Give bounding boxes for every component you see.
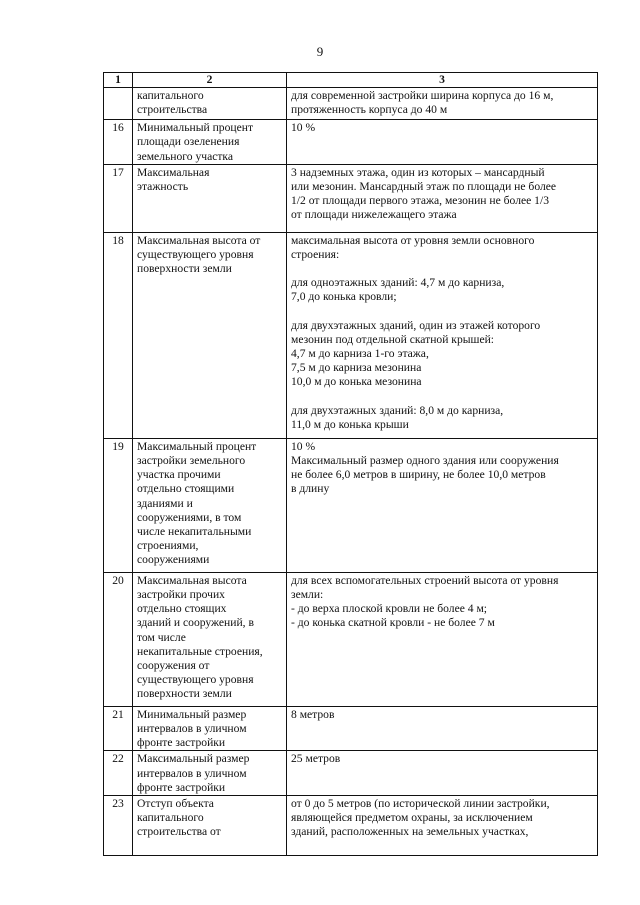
value-line: 25 метров bbox=[291, 752, 341, 766]
paragraph-gap bbox=[291, 262, 593, 276]
value-line: зданий, расположенных на земельных участках, bbox=[291, 825, 529, 839]
value-cell bbox=[287, 796, 598, 856]
criterion-line: существующего уровня bbox=[137, 248, 254, 262]
column-header-2: 2 bbox=[133, 73, 287, 88]
criterion-line: фронте застройки bbox=[137, 780, 226, 794]
value-line: не более 6,0 метров в ширину, не более 10,0 метров bbox=[291, 468, 546, 482]
value-line: 4,7 м до карниза 1-го этажа, bbox=[291, 347, 429, 361]
value-cell bbox=[287, 706, 598, 751]
value-line: строения: bbox=[291, 248, 340, 262]
criterion-line: Максимальный размер bbox=[137, 752, 250, 766]
value-line: 10 % bbox=[291, 439, 316, 453]
value-line: от площади нижележащего этажа bbox=[291, 208, 457, 222]
criterion-cell bbox=[133, 796, 287, 856]
criterion-line: интервалов в уличном bbox=[137, 766, 247, 780]
criterion-line: отдельно стоящих bbox=[137, 602, 227, 616]
criterion-line: фронте застройки bbox=[137, 736, 226, 750]
table-row bbox=[104, 120, 598, 165]
criterion-line: застройки прочих bbox=[137, 588, 225, 602]
criterion-line: застройки земельного bbox=[137, 454, 246, 468]
criterion-line: этажность bbox=[137, 180, 189, 194]
value-line: являющейся предметом охраны, за исключением bbox=[291, 811, 533, 825]
value-cell bbox=[287, 164, 598, 232]
value-line: 7,0 до конька кровли; bbox=[291, 290, 397, 304]
criterion-line: поверхности земли bbox=[137, 687, 232, 701]
criterion-line: Максимальный процент bbox=[137, 439, 257, 453]
value-line: 3 надземных этажа, один из которых – мансардный bbox=[291, 165, 545, 179]
value-cell bbox=[287, 120, 598, 165]
row-number: 16 bbox=[104, 120, 133, 165]
criterion-cell bbox=[133, 438, 287, 572]
criterion-line: земельного участка bbox=[137, 149, 234, 163]
table-row bbox=[104, 438, 598, 572]
criterion-cell bbox=[133, 751, 287, 796]
value-line: мезонин под отдельной скатной крышей: bbox=[291, 332, 495, 346]
value-line: 10,0 м до конька мезонина bbox=[291, 375, 422, 389]
table-row bbox=[104, 88, 598, 120]
criterion-cell bbox=[133, 706, 287, 751]
criterion-line: строительства bbox=[137, 103, 208, 117]
value-line: для современной застройки ширина корпуса до 16 м, bbox=[291, 89, 554, 103]
value-line: 10 % bbox=[291, 121, 316, 135]
value-line: для одноэтажных зданий: 4,7 м до карниза, bbox=[291, 276, 505, 290]
criterion-cell bbox=[133, 164, 287, 232]
criterion-line: Минимальный размер bbox=[137, 707, 247, 721]
value-cell bbox=[287, 572, 598, 706]
value-line: 1/2 от площади первого этажа, мезонин не более 1/3 bbox=[291, 194, 549, 208]
regulations-table bbox=[103, 72, 598, 856]
row-number: 21 bbox=[104, 706, 133, 751]
value-cell bbox=[287, 88, 598, 120]
value-line: Максимальный размер одного здания или сооружения bbox=[291, 454, 559, 468]
column-header-1: 1 bbox=[104, 73, 133, 88]
criterion-line: поверхности земли bbox=[137, 262, 232, 276]
value-line: протяженность корпуса до 40 м bbox=[291, 103, 448, 117]
criterion-line: капитального bbox=[137, 89, 204, 103]
value-line: - до верха плоской кровли не более 4 м; bbox=[291, 602, 488, 616]
value-cell bbox=[287, 232, 598, 438]
criterion-line: Минимальный процент bbox=[137, 121, 254, 135]
criterion-line: интервалов в уличном bbox=[137, 722, 247, 736]
criterion-line: Максимальная bbox=[137, 165, 210, 179]
value-line: для всех вспомогательных строений высота от уровня bbox=[291, 573, 559, 587]
row-number: 18 bbox=[104, 232, 133, 438]
table-row bbox=[104, 572, 598, 706]
paragraph-gap bbox=[291, 390, 593, 404]
criterion-line: зданий и сооружений, в bbox=[137, 616, 254, 630]
table-header-row bbox=[104, 73, 598, 88]
row-number: 20 bbox=[104, 572, 133, 706]
criterion-cell bbox=[133, 88, 287, 120]
criterion-line: Максимальная высота от bbox=[137, 233, 261, 247]
criterion-line: некапитальные строения, bbox=[137, 644, 263, 658]
table-row bbox=[104, 706, 598, 751]
table-row bbox=[104, 751, 598, 796]
row-number: 19 bbox=[104, 438, 133, 572]
criterion-line: капитального bbox=[137, 811, 204, 825]
criterion-line: зданиями и bbox=[137, 496, 193, 510]
column-header-3: 3 bbox=[287, 73, 598, 88]
criterion-line: Отступ объекта bbox=[137, 797, 214, 811]
criterion-line: площади озеленения bbox=[137, 135, 240, 149]
paragraph-gap bbox=[291, 305, 593, 319]
value-line: для двухэтажных зданий: 8,0 м до карниза, bbox=[291, 403, 504, 417]
value-line: 8 метров bbox=[291, 707, 335, 721]
criterion-line: строительства от bbox=[137, 825, 221, 839]
value-line: максимальная высота от уровня земли основного bbox=[291, 233, 535, 247]
criterion-line: сооружениями bbox=[137, 553, 210, 567]
value-line: 7,5 м до карниза мезонина bbox=[291, 361, 422, 375]
criterion-line: существующего уровня bbox=[137, 673, 254, 687]
row-number: 17 bbox=[104, 164, 133, 232]
criterion-line: Максимальная высота bbox=[137, 573, 247, 587]
page-number: 9 bbox=[316, 44, 324, 59]
value-line: - до конька скатной кровли - не более 7 м bbox=[291, 616, 495, 630]
table-row bbox=[104, 164, 598, 232]
table-row bbox=[104, 232, 598, 438]
criterion-line: том числе bbox=[137, 630, 186, 644]
criterion-line: строениями, bbox=[137, 539, 199, 553]
criterion-line: числе некапитальными bbox=[137, 525, 252, 539]
value-line: для двухэтажных зданий, один из этажей которого bbox=[291, 318, 541, 332]
row-number bbox=[104, 88, 133, 120]
table-row bbox=[104, 796, 598, 856]
value-line: или мезонин. Мансардный этаж по площади не более bbox=[291, 180, 557, 194]
criterion-line: отдельно стоящими bbox=[137, 482, 235, 496]
row-number: 23 bbox=[104, 796, 133, 856]
criterion-cell bbox=[133, 572, 287, 706]
row-number: 22 bbox=[104, 751, 133, 796]
value-cell bbox=[287, 438, 598, 572]
value-line: от 0 до 5 метров (по исторической линии застройки, bbox=[291, 797, 550, 811]
criterion-line: сооружениями, в том bbox=[137, 510, 242, 524]
value-line: земли: bbox=[291, 588, 324, 602]
criterion-cell bbox=[133, 232, 287, 438]
criterion-line: сооружения от bbox=[137, 659, 210, 673]
value-cell bbox=[287, 751, 598, 796]
value-line: в длину bbox=[291, 482, 330, 496]
criterion-cell bbox=[133, 120, 287, 165]
value-line: 11,0 м до конька крыши bbox=[291, 417, 409, 431]
criterion-line: участка прочими bbox=[137, 468, 221, 482]
